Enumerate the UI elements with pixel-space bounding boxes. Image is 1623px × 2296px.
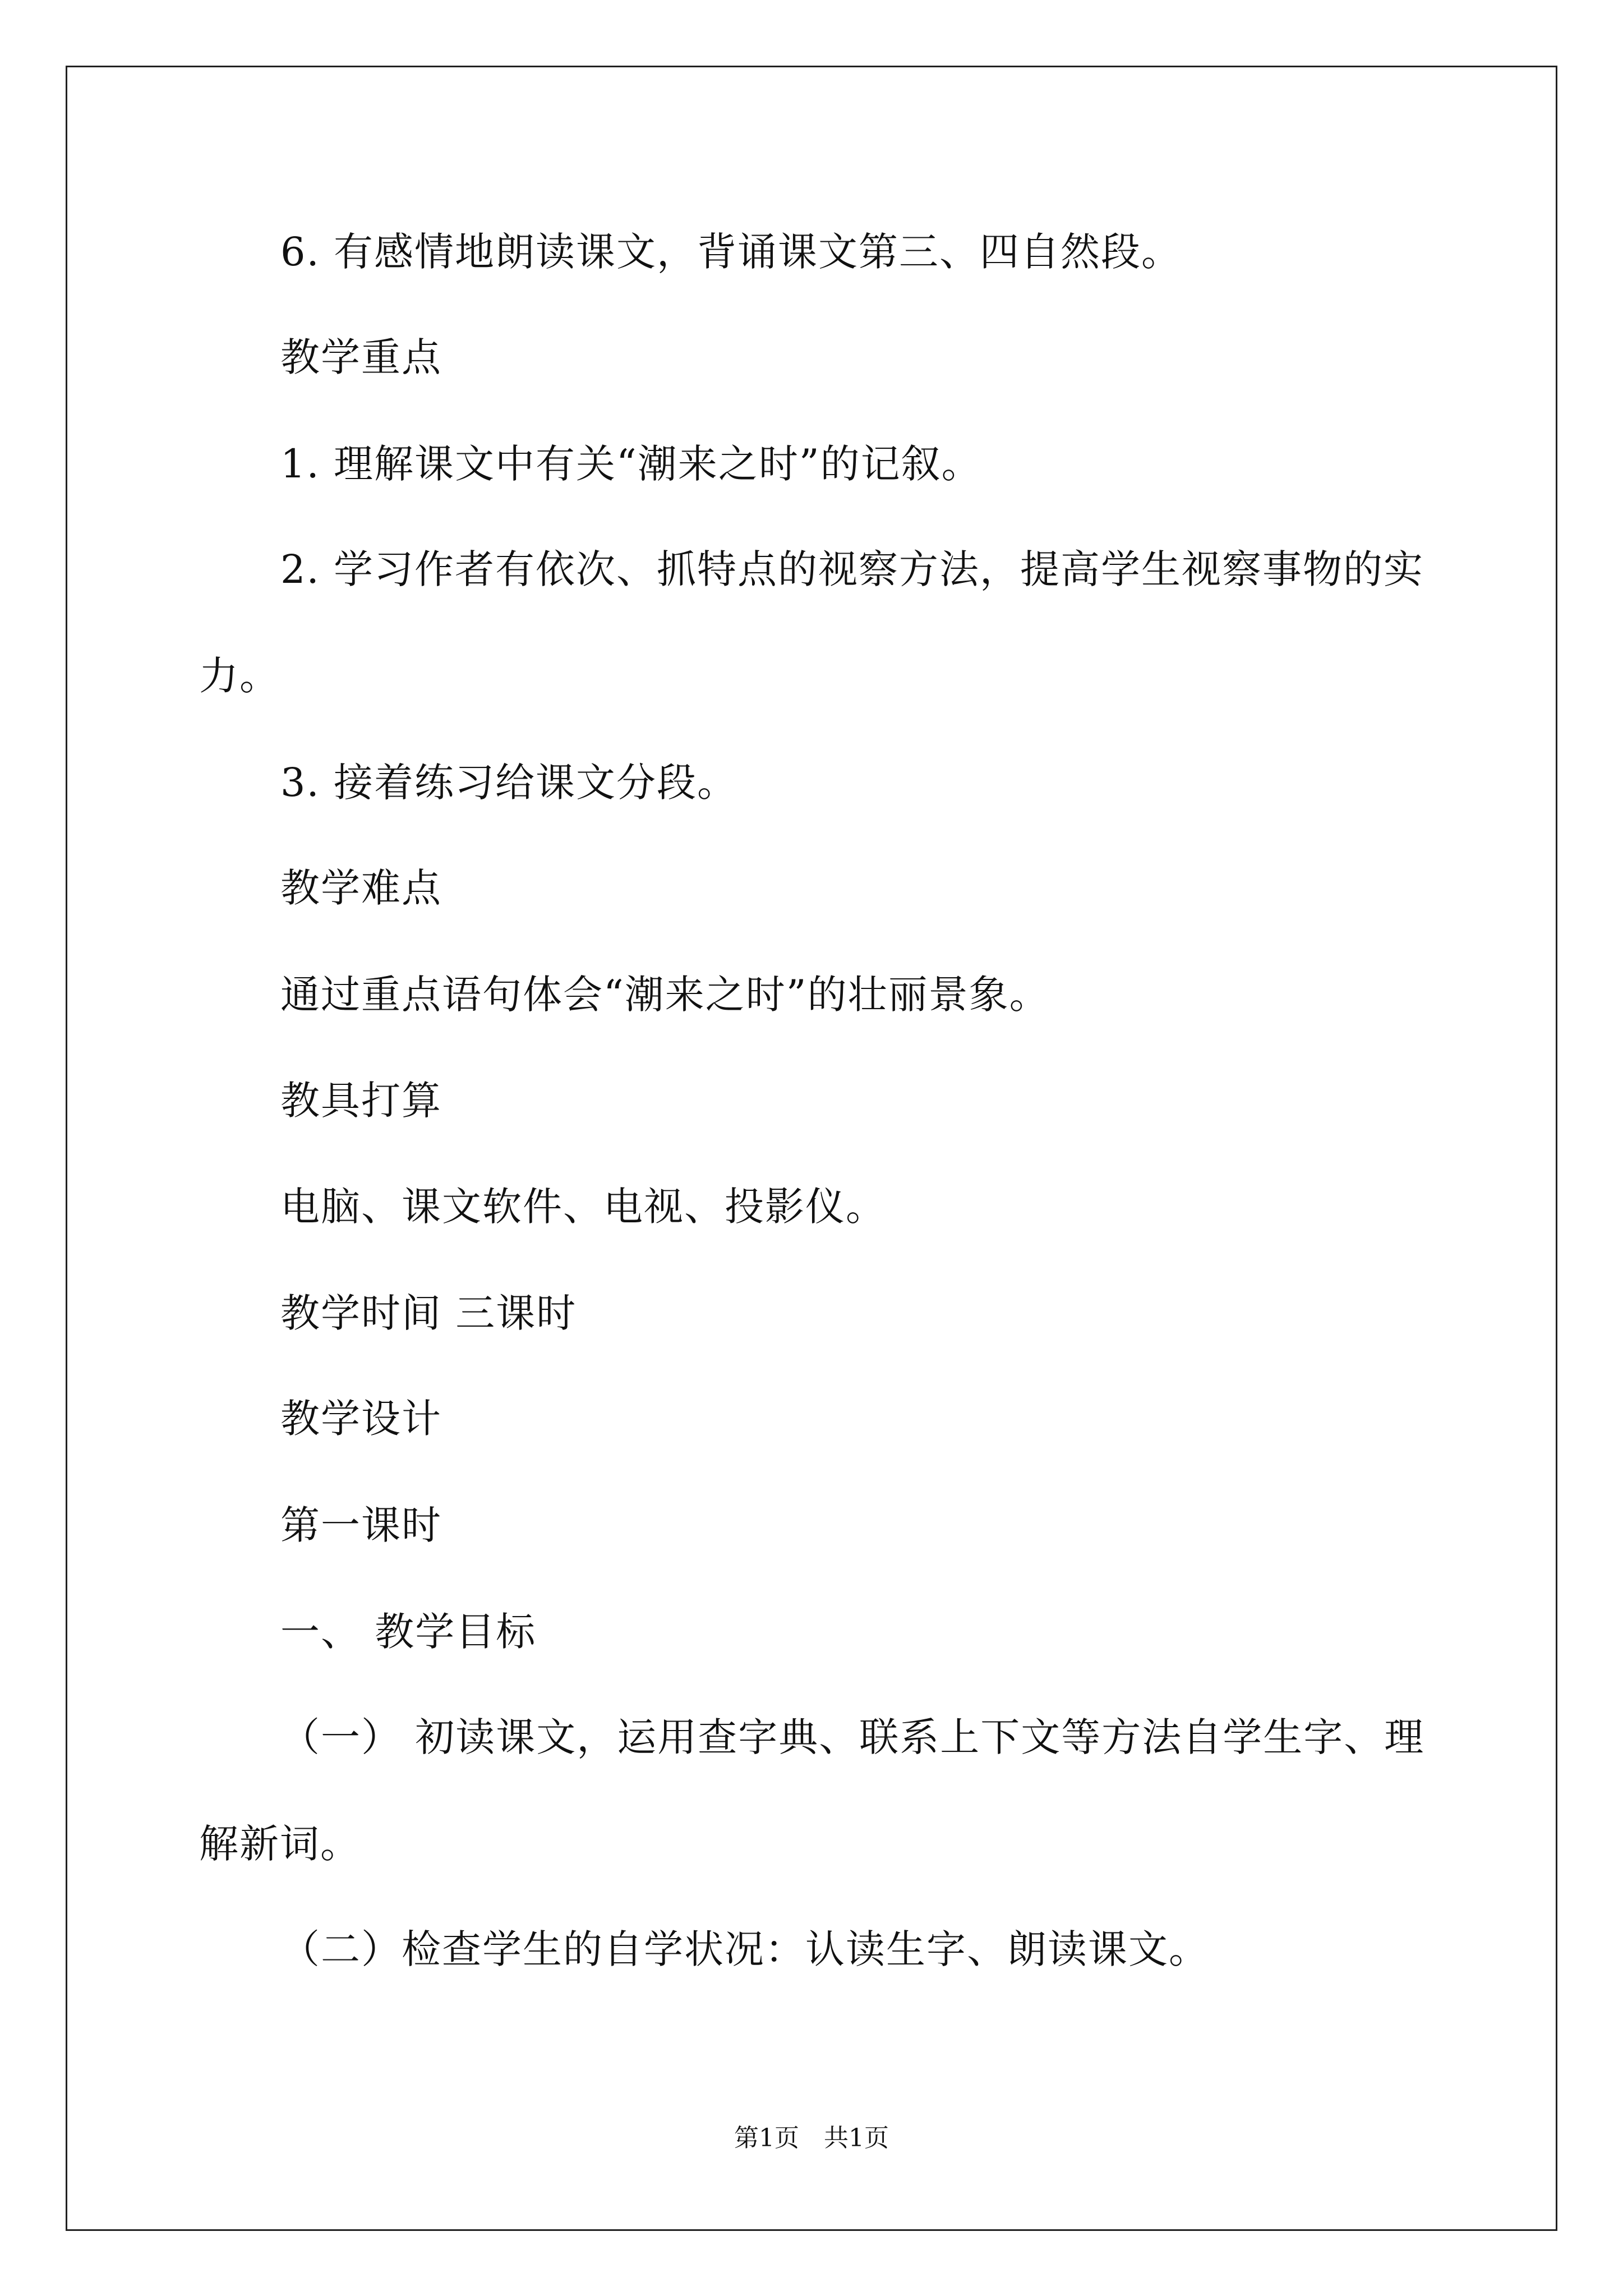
paragraph-teaching-time: 教学时间 三课时 <box>280 1290 577 1336</box>
heading-first-lesson: 第一课时 <box>280 1502 442 1548</box>
page-number-footer: 第1页 共1页 <box>734 2124 889 2152</box>
paragraph-objective-two: （二）检查学生的自学状况：认读生字、朗读课文。 <box>280 1926 1209 1972</box>
paragraph-focus-1: 1. 理解课文中有关“潮来之时”的记叙。 <box>280 441 982 487</box>
paragraph-teaching-aids: 电脑、课文软件、电视、投影仪。 <box>280 1184 886 1230</box>
heading-teaching-design: 教学设计 <box>280 1396 442 1442</box>
heading-teaching-aids: 教具打算 <box>280 1078 442 1124</box>
heading-teaching-objectives: 一、 教学目标 <box>280 1609 537 1655</box>
paragraph-objective-6: 6. 有感情地朗读课文，背诵课文第三、四自然段。 <box>280 229 1182 275</box>
paragraph-difficulty: 通过重点语句体会“潮来之时”的壮丽景象。 <box>280 972 1050 1018</box>
paragraph-objective-one: （一） 初读课文，运用查字典、联系上下文等方法自学生字、理 <box>280 1714 1425 1760</box>
heading-teaching-difficulty: 教学难点 <box>280 865 442 911</box>
paragraph-focus-3: 3. 接着练习给课文分段。 <box>280 760 738 806</box>
paragraph-objective-one-continued: 解新词。 <box>199 1821 361 1867</box>
paragraph-focus-2: 2. 学习作者有依次、抓特点的视察方法，提高学生视察事物的实 <box>280 546 1424 592</box>
page-border <box>66 66 1557 2231</box>
paragraph-focus-2-continued: 力。 <box>199 653 280 699</box>
heading-teaching-focus: 教学重点 <box>280 334 442 380</box>
